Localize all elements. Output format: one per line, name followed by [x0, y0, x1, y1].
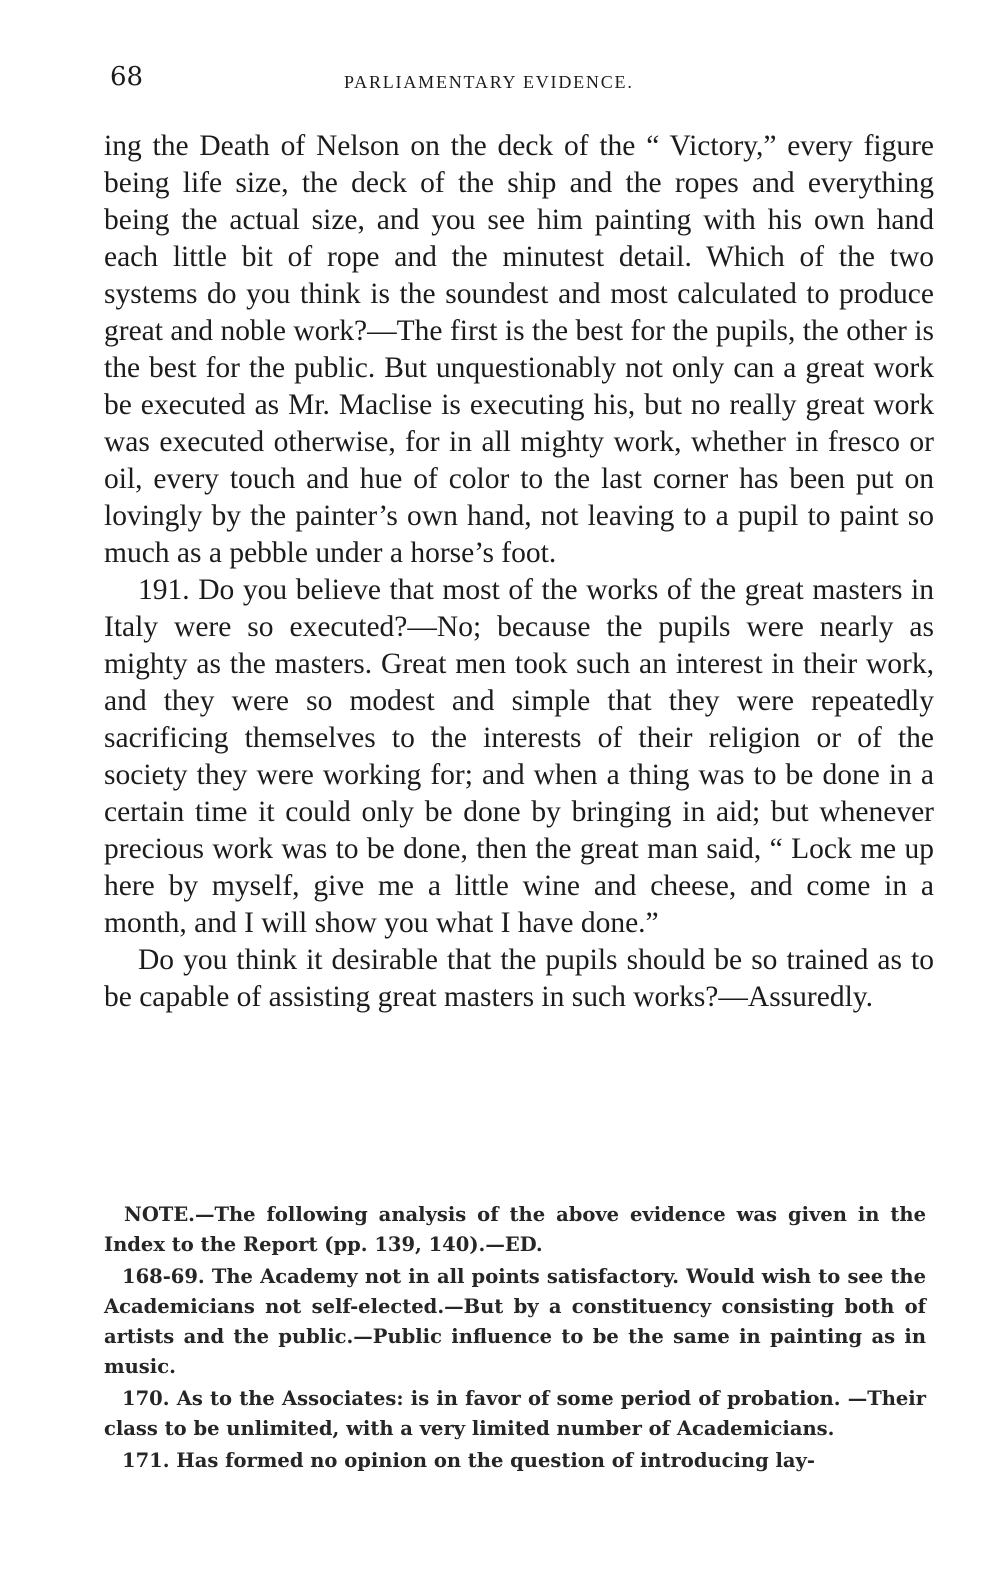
paragraph-191: 191. Do you believe that most of the works of the great masters in Italy were so executed?—No; because the pupils were nearly as mighty as the masters. Great men took such an interest in their work, and they were so modest and simple that they were repeatedly sacrificing themselves to the interests of their religion or of the society they were working for; and when a thing was to be done in a certain time it could only be done by bringing in aid; but whenever precious work was to be done, then the great man said, “ Lock me up here by myself, give me a little wine and cheese, and come in a month, and I will show you what I have done.” — [104, 574, 934, 939]
paragraph-continuation: ing the Death of Nelson on the deck of the “ Victory,” every figure being life size, the deck of the ship and the ropes and everything being the actual size, and you see him painting with his own hand each little bit of rope and the minutest detail. Which of the two systems do you think is the soundest and most calculated to produce great and noble work?—The first is the best for the pupils, the other is the best for the public. But unquestionably not only can a great work be executed as Mr. Maclise is executing his, but no really great work was executed otherwise, for in all mighty work, whether in fresco or oil, every touch and hue of color to the last corner has been put on lovingly by the painter’s own hand, not leaving to a pupil to paint so much as a pebble under a horse’s foot. — [104, 130, 934, 569]
index-notes — [104, 1200, 926, 1478]
note-170: 170. As to the Associates: is in favor of some period of probation. —Their class to be unlimited, with a very limited number of Academicians. — [104, 1387, 926, 1440]
editor-note: NOTE.—The following analysis of the above evidence was given in the Index to the Report (pp. 139, 140).—ED. — [104, 1203, 926, 1256]
note-171: 171. Has formed no opinion on the question of introducing lay- — [122, 1449, 815, 1472]
page-header — [104, 62, 934, 102]
page-number: 68 — [110, 62, 144, 92]
paragraph-question: Do you think it desirable that the pupils should be so trained as to be capable of assisting great masters in such works?—Assuredly. — [104, 944, 934, 1013]
note-168-69: 168-69. The Academy not in all points satisfactory. Would wish to see the Academicians not self-elected.—But by a constituency consisting both of artists and the public.—Public influence to be the same in painting as in music. — [104, 1265, 926, 1378]
running-title: PARLIAMENTARY EVIDENCE. — [344, 72, 634, 92]
main-text — [104, 128, 934, 1016]
